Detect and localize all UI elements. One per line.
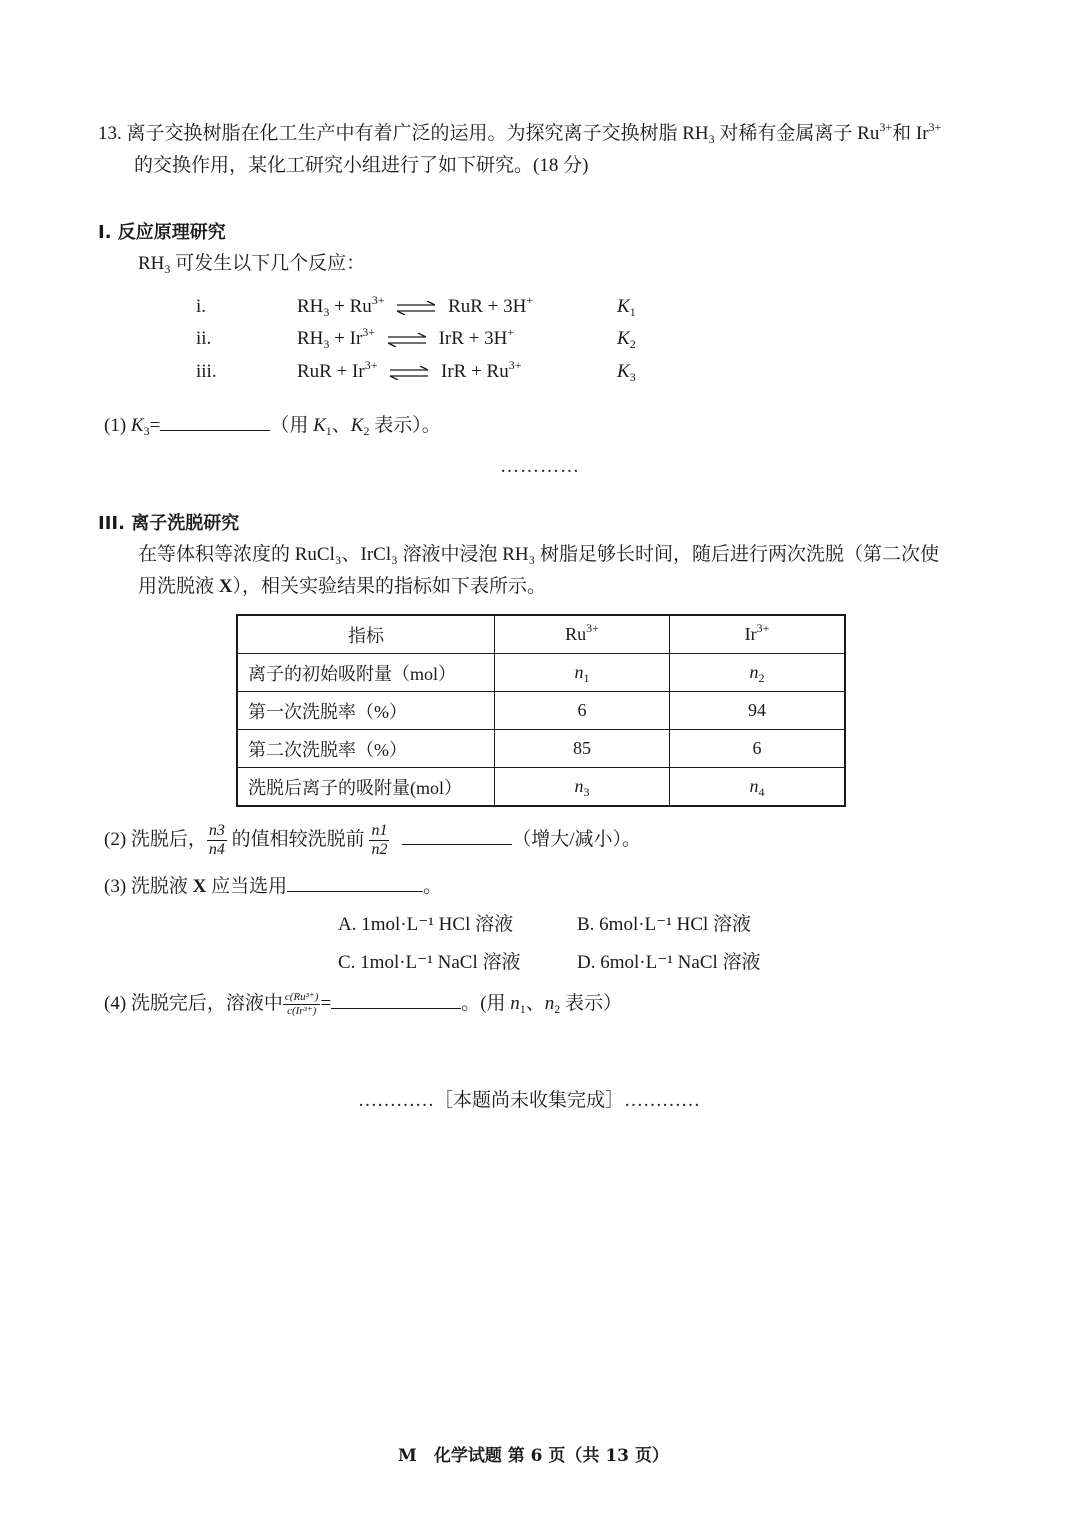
fraction-n3-n4 (207, 822, 227, 859)
table-cell-label: 洗脱后离子的吸附量(mol） (237, 768, 495, 807)
question-3 (104, 871, 442, 898)
reaction-lhs-a: RH (297, 328, 324, 349)
q3-text-b: 应当选用 (206, 876, 288, 897)
q4-n2: n (544, 993, 555, 1014)
q1-eq: = (149, 415, 161, 436)
cell-value: n (574, 662, 584, 682)
reaction-lhs-a: RuR + Ir (297, 361, 365, 382)
header-ru: Ru (565, 624, 587, 644)
intro-text-b: 对稀有金属离子 Ru (714, 123, 880, 144)
q1-k1: K (313, 415, 326, 436)
option-d[interactable]: D. 6mol·L⁻¹ NaCl 溶液 (577, 952, 761, 973)
intro-sup-ir: 3+ (928, 120, 942, 134)
q2-text-a: 洗脱后， (130, 828, 207, 850)
section-1-heading (98, 218, 226, 244)
equilibrium-arrow-icon (395, 301, 437, 315)
q1-prefix: (1) (104, 415, 127, 436)
cell-sub: 3 (583, 785, 590, 799)
cell-value: n (749, 662, 759, 682)
section-3-para-line1: 在等体积等浓度的 RuCl₃、IrCl₃ 溶液中浸泡 RH₃ 树脂足够长时间，随后进行两次洗脱（第二次使 (138, 544, 939, 565)
q4-n1: n (510, 993, 520, 1014)
table-header-cell (495, 615, 670, 654)
fraction-numerator: n1 (371, 822, 388, 839)
reaction-equation (297, 358, 522, 383)
intro-sub: 3 (708, 132, 715, 146)
reaction-lhs-sub: 3 (323, 337, 330, 351)
question-number: 13. (98, 123, 122, 144)
q3-text-a: 洗脱液 (130, 876, 193, 897)
section-1-number: I (98, 222, 105, 243)
table-cell (670, 654, 846, 692)
reaction-rhs-sup: + (526, 293, 534, 307)
cell-sub: 4 (758, 785, 765, 799)
header-ru-sup: 3+ (586, 621, 599, 635)
q4-n1-sub: 1 (519, 1002, 526, 1016)
constant-sub: 1 (629, 305, 636, 319)
fraction-numerator: c(Ru³⁺) (284, 991, 319, 1004)
table-cell (670, 768, 846, 807)
q1-suffix-b: 表示）。 (369, 415, 441, 436)
table-cell: 6 (670, 730, 846, 768)
table-header-row (237, 615, 845, 654)
question-1 (104, 410, 441, 437)
constant-symbol: K (617, 296, 630, 317)
table-cell-label: 第一次洗脱率（%） (237, 692, 495, 730)
intro-text-c: 和 Ir (892, 123, 929, 144)
reaction-label: ii. (196, 328, 212, 349)
cell-value: n (574, 776, 584, 796)
q1-k: K (130, 415, 144, 436)
constant-sub: 2 (629, 337, 636, 351)
answer-blank-q3[interactable] (287, 873, 423, 892)
q4-n2-sub: 2 (554, 1002, 561, 1016)
fraction-denominator: n4 (208, 841, 225, 858)
table-cell (495, 654, 670, 692)
section-3-heading (98, 509, 239, 535)
q1-suffix-a: （用 (270, 415, 314, 436)
q4-eq: = (320, 993, 332, 1014)
q3-eluent-x: X (192, 876, 207, 897)
intro-text-a: 离子交换树脂在化工生产中有着广泛的运用。为探究离子交换树脂 RH (126, 123, 709, 144)
reaction-constant (617, 328, 636, 350)
q1-k2-sub: 2 (363, 424, 370, 438)
para-text-b: ），相关实验结果的指标如下表所示。 (232, 576, 547, 597)
header-ir: Ir (744, 624, 757, 644)
unfinished-note: …………［本题尚未收集完成］………… (358, 1090, 701, 1111)
table-cell: 94 (670, 692, 846, 730)
reaction-rhs-a: IrR + Ru (441, 361, 509, 382)
q4-sep: 、 (525, 993, 545, 1014)
q2-prefix: (2) (104, 828, 127, 850)
reaction-rhs-sup: + (507, 325, 515, 339)
answer-blank-q1[interactable] (160, 412, 270, 431)
reaction-lhs-sup: 3+ (371, 293, 385, 307)
table-row (237, 768, 845, 807)
reaction-rhs-a: IrR + 3H (438, 328, 508, 349)
table-row (237, 692, 845, 730)
q1-sep: 、 (331, 415, 351, 436)
reaction-lhs-b: + Ru (329, 296, 372, 317)
question-intro-line2: 的交换作用，某化工研究小组进行了如下研究。(18 分) (134, 155, 589, 176)
q2-text-b: 的值相较洗脱前 (226, 828, 370, 850)
section-3-para-line2 (138, 571, 546, 598)
reaction-rhs-sup: 3+ (508, 358, 522, 372)
answer-blank-q2[interactable] (402, 826, 512, 845)
reaction-lhs-a: RH (297, 296, 324, 317)
constant-symbol: K (617, 328, 630, 349)
fraction-concentration (283, 991, 321, 1018)
reaction-constant (617, 361, 636, 383)
section-3-title: . 离子洗脱研究 (118, 513, 240, 534)
para-text-a: 用洗脱液 (138, 576, 219, 597)
question-intro-line1 (98, 118, 941, 145)
q1-k1-sub: 1 (325, 424, 332, 438)
reaction-label: iii. (196, 361, 217, 382)
q4-text-c: 表示） (560, 993, 623, 1014)
cell-sub: 1 (583, 671, 590, 685)
lead-text-b: 可发生以下几个反应： (170, 253, 366, 274)
table-cell: 85 (495, 730, 670, 768)
reaction-lhs-b: + Ir (329, 328, 363, 349)
q1-k2: K (350, 415, 364, 436)
page-footer: M 化学试题 第 6 页（共 13 页） (398, 1446, 669, 1466)
table-cell-label: 离子的初始吸附量（mol） (237, 654, 495, 692)
table-cell (495, 768, 670, 807)
section-3-number: III (98, 513, 119, 534)
eluent-x: X (218, 576, 233, 597)
constant-sub: 3 (629, 370, 636, 384)
table-row (237, 730, 845, 768)
cell-value: n (749, 776, 759, 796)
table-header-cell: 指标 (237, 615, 495, 654)
option-a[interactable]: A. 1mol·L⁻¹ HCl 溶液 (338, 914, 514, 935)
reaction-constant (617, 296, 636, 318)
table-header-cell (670, 615, 846, 654)
fraction-n1-n2 (369, 822, 389, 859)
section-1-title: . 反应原理研究 (104, 222, 226, 243)
fraction-denominator: n2 (371, 841, 388, 858)
fraction-numerator: n3 (208, 822, 225, 839)
question-4 (104, 988, 622, 1018)
q4-prefix: (4) (104, 993, 127, 1014)
section-1-lead (138, 248, 365, 275)
table-cell: 6 (495, 692, 670, 730)
header-ir-sup: 3+ (756, 621, 770, 635)
lead-sub: 3 (164, 262, 171, 276)
q1-k-sub: 3 (143, 424, 150, 438)
fraction-denominator: c(Ir³⁺) (287, 1005, 317, 1018)
lead-text-a: RH (138, 253, 165, 274)
reaction-equation (297, 325, 515, 351)
reaction-label: i. (196, 296, 207, 317)
reaction-lhs-sup: 3+ (362, 325, 376, 339)
q4-text-a: 洗脱完后，溶液中 (130, 993, 283, 1014)
q3-end: 。 (423, 876, 443, 897)
option-c[interactable]: C. 1mol·L⁻¹ NaCl 溶液 (338, 952, 521, 973)
equilibrium-arrow-icon (386, 333, 428, 347)
q2-text-c: （增大/减小）。 (512, 828, 641, 850)
q3-prefix: (3) (104, 876, 127, 897)
answer-blank-q4[interactable] (331, 990, 461, 1009)
reaction-equation (297, 293, 534, 319)
constant-symbol: K (617, 361, 630, 382)
section-ellipsis: ………… (500, 456, 580, 477)
table-cell-label: 第二次洗脱率（%） (237, 730, 495, 768)
results-table (236, 614, 846, 807)
question-2 (104, 822, 641, 859)
reaction-lhs-sub: 3 (323, 305, 330, 319)
reaction-rhs-a: RuR + 3H (448, 296, 527, 317)
equilibrium-arrow-icon (388, 366, 430, 380)
intro-sup-ru: 3+ (879, 120, 893, 134)
table-row (237, 654, 845, 692)
cell-sub: 2 (758, 671, 765, 685)
option-b[interactable]: B. 6mol·L⁻¹ HCl 溶液 (577, 914, 752, 935)
reaction-lhs-sup: 3+ (364, 358, 378, 372)
q4-text-b: 。(用 (461, 993, 511, 1014)
